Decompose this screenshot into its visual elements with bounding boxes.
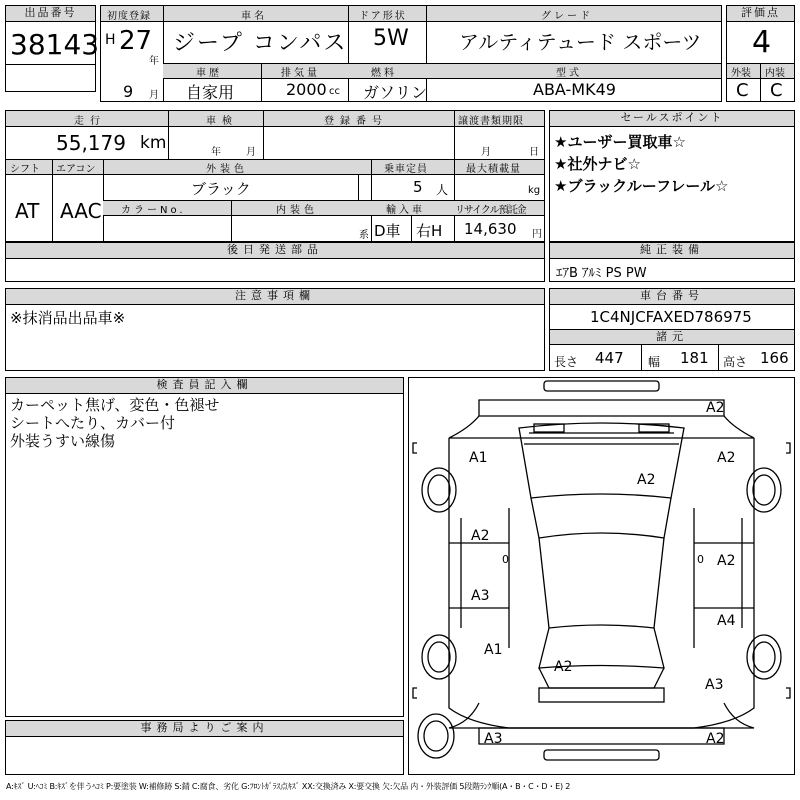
km-unit: km [140,133,167,153]
transfer-day-unit: 日 [529,147,539,158]
aircon-type: AAC [60,199,102,223]
displacement: 2000 [286,80,327,99]
registration-month: 9 [123,82,134,101]
length: 447 [595,349,624,367]
registration-year: 27 [119,26,153,56]
shift-label: シフト [10,164,40,175]
genuine-equipment: ｴｱB ｱﾙﾐ PS PW [556,266,647,281]
mark-left-rear-door: A3 [471,588,490,604]
vehicle-info-box [100,5,722,102]
later-parts-box [5,242,545,282]
cc-unit: cc [329,86,340,97]
year-unit: 年 [149,56,159,67]
score: 4 [752,25,772,60]
seat-count: 5 [413,178,423,196]
sales-points-label: セールスポイント [550,111,794,127]
first-registration-label: 初度登録 [107,11,151,22]
import-side: D車 [374,222,401,240]
notes-label: 注意事項欄 [6,289,544,305]
dims-label: 諸元 [550,329,794,345]
inspection-label: 車検 [206,116,238,127]
legend-text: A:ｷｽﾞ U:ﾍｺﾐ B:ｷｽﾞを伴うﾍｺﾐ P:要塗装 W:補修跡 S:錆 C:腐食、劣化 G:ﾌﾛﾝﾄｶﾞﾗｽ点ｷｽﾞ XX:交換済み X:要交換 欠:欠品 内・外装評価 5段階ﾗﾝｸ順(A・B・C・D・E) 2 [6,782,571,791]
history-label: 車歴 [196,68,222,79]
exterior-label: 外装 [731,68,751,79]
mark-hood: A2 [637,472,656,488]
door-type: 5W [373,26,409,51]
car-name: ジープ コンパス [173,31,348,56]
later-parts-label: 後日発送部品 [6,243,544,259]
recycle-label: リサイクル預託金 [455,205,526,216]
recycle-fee: 14,630 [464,220,517,238]
inspection-month-unit: 月 [246,147,256,158]
width: 181 [680,349,709,367]
mark-zero-right: 0 [697,553,704,566]
inspector-label: 検査員記入欄 [6,378,403,394]
car-outline-svg [409,378,794,774]
lot-number-label: 出品番号 [6,6,95,22]
person-unit: 人 [436,183,449,197]
transfer-docs-label: 譲渡書類期限 [458,116,524,127]
displacement-label: 排気量 [281,68,320,79]
genuine-equip-label: 純正装備 [550,243,794,259]
genuine-equip-box [549,242,795,282]
interior-label: 内装 [765,68,785,79]
history: 自家用 [186,83,235,102]
mark-left-front-door: A2 [471,528,490,544]
inspector-note-3: 外装うすい線傷 [10,432,116,450]
mark-left-rear-quarter: A1 [484,642,503,658]
inspection-year-unit: 年 [211,147,221,158]
score-box [726,5,795,102]
model-label: 型式 [556,68,582,79]
grade-label: グレード [541,11,593,22]
exterior-grade: C [736,80,749,101]
damage-diagram [408,377,795,775]
mark-zero-left: 0 [502,553,509,566]
aircon-label: エアコン [56,164,96,175]
ext-color-label: 外装色 [206,164,248,175]
notes-box [5,288,545,371]
seats-label: 乗車定員 [384,164,428,175]
transfer-month-unit: 月 [481,147,491,158]
sales-points-box [549,110,795,242]
fuel: ガソリン [363,83,428,102]
notes-text: ※抹消品出品車※ [10,309,126,327]
shift-type: AT [15,199,40,223]
model-code: ABA-MK49 [533,80,616,99]
inspector-note-1: カーペット焦げ、変色・色褪せ [10,396,220,414]
height: 166 [760,349,789,367]
color-no-label: カラーNo. [121,205,186,216]
exterior-color: ブラック [191,180,251,198]
mark-right-rear-door: A4 [717,613,736,629]
mileage-label: 走行 [74,116,106,127]
lot-number-box [5,5,100,92]
chassis-number: 1C4NJCFAXED786975 [590,308,752,326]
mark-right-rear-quarter: A3 [705,677,724,693]
width-label: 幅 [648,355,661,369]
door-label: ドア形状 [359,11,407,22]
car-name-label: 車名 [241,11,267,22]
mark-front-left: A1 [469,450,488,466]
height-label: 高さ [723,355,748,369]
sales-point-1: ★ユーザー買取車☆ [554,133,686,151]
chassis-label: 車台番号 [550,289,794,305]
sales-point-2: ★社外ナビ☆ [554,155,641,173]
mark-front-bumper: A2 [706,400,725,416]
mark-rear-left: A3 [484,731,503,747]
mark-front-right: A2 [717,450,736,466]
chassis-box [549,288,795,371]
reg-number-label: 登録番号 [324,116,388,127]
office-box [5,720,404,775]
lot-number: 38143 [10,28,100,61]
kg-unit: kg [528,185,541,196]
sales-point-3: ★ブラックルーフレール☆ [554,177,729,195]
details-box [5,110,545,242]
length-label: 長さ [554,355,579,369]
yen-unit: 円 [532,229,542,240]
mileage: 55,179 [56,131,126,155]
inspector-note-2: シートへたり、カバー付 [10,414,176,432]
fuel-label: 燃料 [371,68,397,79]
interior-grade: C [770,80,783,101]
handle-side: 右H [416,222,443,240]
mark-rear-right: A2 [706,731,725,747]
mark-right-front-door: A2 [717,553,736,569]
import-label: 輸入車 [386,205,425,216]
grade: アルティテュード スポーツ [459,30,702,54]
int-color-label: 内装色 [276,205,318,216]
score-label: 評価点 [727,6,794,22]
inspector-box [5,377,404,717]
month-unit: 月 [149,90,159,101]
office-label: 事務局よりご案内 [6,721,403,737]
mark-roof-rear: A2 [554,659,573,675]
era: H [105,32,116,48]
kei-unit: 系 [359,230,369,241]
max-load-label: 最大積載量 [466,164,521,175]
